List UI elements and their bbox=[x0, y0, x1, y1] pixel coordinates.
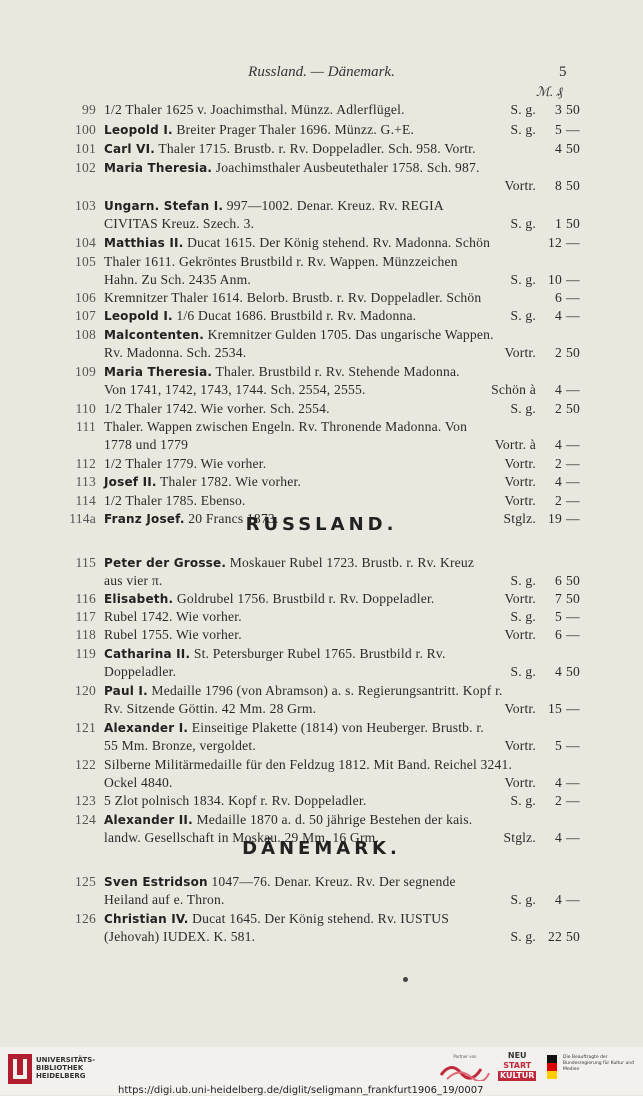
lot-condition: S. g. bbox=[510, 664, 536, 679]
lot-number: 126 bbox=[75, 911, 96, 926]
lot-number: 106 bbox=[75, 290, 96, 305]
section-title-daenemark: DÄNEMARK. bbox=[242, 838, 401, 859]
lot-condition: Stglz. bbox=[503, 511, 536, 526]
lot-text: Thaler 1611. Gekröntes Brustbild r. Rv. Wappen. Münzzeichen bbox=[104, 254, 458, 269]
lot-description bbox=[104, 418, 467, 436]
neustart-kultur-logo: NEU START KULTUR bbox=[500, 1051, 535, 1080]
lot-price-mark: 6 bbox=[555, 627, 562, 642]
lot-price-mark: 2 bbox=[555, 793, 562, 808]
lot-price-pfennig: — bbox=[566, 474, 580, 489]
lot-text: 1/6 Ducat 1686. Brustbild r. Rv. Madonna. bbox=[172, 308, 417, 323]
lot-ruler: Sven Estridson bbox=[104, 875, 208, 889]
catalog-line bbox=[62, 554, 574, 572]
lot-number: 109 bbox=[75, 364, 96, 379]
lot-price-mark: 15 bbox=[548, 701, 562, 716]
lot-price-pfennig: — bbox=[566, 793, 580, 808]
lot-number: 113 bbox=[75, 474, 96, 489]
lot-number: 102 bbox=[75, 160, 96, 175]
lot-price-mark: 5 bbox=[555, 609, 562, 624]
catalog-line bbox=[62, 234, 580, 252]
lot-ruler: Maria Theresia. bbox=[104, 365, 213, 379]
lot-description bbox=[104, 811, 472, 829]
lot-condition: S. g. bbox=[510, 573, 536, 588]
lot-ruler: Matthias II. bbox=[104, 236, 184, 250]
lot-price-mark: 22 bbox=[548, 929, 562, 944]
lot-text: Ducat 1615. Der König stehend. Rv. Madonna. Schön bbox=[183, 235, 491, 250]
lot-price-pfennig: — bbox=[566, 830, 580, 845]
lot-text: 1778 und 1779 bbox=[104, 437, 189, 452]
lot-price-pfennig: 50 bbox=[566, 401, 580, 416]
lot-number: 105 bbox=[75, 254, 96, 269]
catalog-line bbox=[62, 910, 574, 928]
lot-ruler: Elisabeth. bbox=[104, 592, 174, 606]
lot-condition: S. g. bbox=[510, 102, 536, 117]
lot-condition: S. g. bbox=[510, 308, 536, 323]
lot-description bbox=[104, 215, 254, 233]
section-title-russland: RUSSLAND. bbox=[245, 514, 398, 535]
lot-description bbox=[104, 121, 414, 139]
lot-price-mark: 2 bbox=[555, 493, 562, 508]
lot-price-pfennig: 50 bbox=[566, 216, 580, 231]
lot-description bbox=[104, 271, 251, 289]
catalog-line bbox=[62, 215, 580, 233]
lot-condition: Vortr. bbox=[504, 456, 536, 471]
lot-number: 115 bbox=[75, 555, 96, 570]
lot-ruler: Leopold I. bbox=[104, 309, 173, 323]
catalog-line bbox=[62, 140, 580, 158]
lot-text: 1/2 Thaler 1625 v. Joachimsthal. Münzz. Adlerflügel. bbox=[104, 102, 405, 117]
lot-price-mark: 6 bbox=[555, 290, 562, 305]
lot-price-mark: 3 bbox=[555, 102, 562, 117]
lot-price-pfennig: — bbox=[566, 627, 580, 642]
lot-condition: S. g. bbox=[510, 929, 536, 944]
university-library-name: UNIVERSITÄTS- BIBLIOTHEK HEIDELBERG bbox=[36, 1056, 96, 1080]
lot-description bbox=[104, 891, 225, 909]
catalog-line bbox=[62, 737, 580, 755]
catalog-line bbox=[62, 719, 574, 737]
lot-price-mark: 7 bbox=[555, 591, 562, 606]
lot-description bbox=[104, 910, 449, 928]
catalog-line bbox=[62, 792, 580, 810]
lot-description bbox=[104, 792, 366, 810]
lot-condition: S. g. bbox=[510, 793, 536, 808]
catalog-line bbox=[62, 891, 580, 909]
lot-price-mark: 4 bbox=[555, 474, 562, 489]
lot-text: 997—1002. Denar. Kreuz. Rv. REGIA bbox=[223, 198, 444, 213]
catalog-line bbox=[62, 473, 580, 491]
lot-text: Kremnitzer Gulden 1705. Das ungarische Wappen. bbox=[204, 327, 494, 342]
lot-condition: Vortr. bbox=[504, 775, 536, 790]
lot-text: 55 Mm. Bronze, vergoldet. bbox=[104, 738, 256, 753]
ink-speck bbox=[403, 977, 408, 982]
lot-number: 124 bbox=[75, 812, 96, 827]
lot-description bbox=[104, 572, 163, 590]
lot-number: 121 bbox=[75, 720, 96, 735]
lot-text: Rv. Madonna. Sch. 2534. bbox=[104, 345, 247, 360]
lot-ruler: Catharina II. bbox=[104, 647, 191, 661]
lot-description bbox=[104, 873, 456, 891]
lot-price-mark: 4 bbox=[555, 141, 562, 156]
lot-description bbox=[104, 682, 503, 700]
lot-description bbox=[104, 436, 188, 454]
lot-text: Ockel 4840. bbox=[104, 775, 173, 790]
lot-ruler: Malcontenten. bbox=[104, 328, 205, 342]
lot-number: 101 bbox=[75, 141, 96, 156]
catalog-line bbox=[62, 811, 574, 829]
lot-price-pfennig: — bbox=[566, 437, 580, 452]
catalog-line bbox=[62, 400, 580, 418]
partner-label: Partner von bbox=[453, 1054, 477, 1059]
lot-condition: S. g. bbox=[510, 122, 536, 137]
lot-text: Heiland auf e. Thron. bbox=[104, 892, 225, 907]
lot-condition: S. g. bbox=[510, 272, 536, 287]
lot-price-mark: 2 bbox=[555, 456, 562, 471]
lot-price-mark: 4 bbox=[555, 892, 562, 907]
lot-text: Thaler 1715. Brustb. r. Rv. Doppeladler. Sch. 958. Vortr. bbox=[155, 141, 476, 156]
lot-price-pfennig: — bbox=[566, 290, 580, 305]
lot-ruler: Josef II. bbox=[104, 475, 157, 489]
lot-price-mark: 4 bbox=[555, 308, 562, 323]
lot-text: Medaille 1870 a. d. 50 jährige Bestehen der kais. bbox=[192, 812, 473, 827]
lot-price-pfennig: 50 bbox=[566, 929, 580, 944]
page-number: 5 bbox=[559, 64, 567, 80]
lot-text: Thaler. Wappen zwischen Engeln. Rv. Thronende Madonna. Von bbox=[104, 419, 468, 434]
lot-number: 100 bbox=[75, 122, 96, 137]
lot-price-pfennig: — bbox=[566, 738, 580, 753]
lot-text: 20 Francs 1873. bbox=[184, 511, 279, 526]
catalog-line bbox=[62, 381, 580, 399]
lot-price-mark: 4 bbox=[555, 437, 562, 452]
catalog-line bbox=[62, 492, 580, 510]
catalog-line bbox=[62, 177, 580, 195]
lot-condition: Vortr. bbox=[504, 701, 536, 716]
lot-price-pfennig: — bbox=[566, 892, 580, 907]
lot-price-mark: 5 bbox=[555, 738, 562, 753]
catalog-line bbox=[62, 159, 574, 177]
lot-ruler: Maria Theresia. bbox=[104, 161, 213, 175]
lot-price-mark: 1 bbox=[555, 216, 562, 231]
lot-description bbox=[104, 363, 460, 381]
lot-text: CIVITAS Kreuz. Szech. 3. bbox=[104, 216, 255, 231]
lot-description bbox=[104, 159, 480, 177]
lot-number: 114 bbox=[75, 493, 96, 508]
lot-text: Rubel 1755. Wie vorher. bbox=[104, 627, 242, 642]
lot-price-mark: 4 bbox=[555, 382, 562, 397]
lot-number: 117 bbox=[75, 609, 96, 624]
currency-header: ℳ. ₰ bbox=[536, 84, 563, 99]
catalog-line bbox=[62, 873, 574, 891]
lot-number: 104 bbox=[75, 235, 96, 250]
lot-number: 110 bbox=[75, 401, 96, 416]
lot-text: Medaille 1796 (von Abramson) a. s. Regierungsantritt. Kopf r. bbox=[147, 683, 503, 698]
lot-text: Rubel 1742. Wie vorher. bbox=[104, 609, 242, 624]
lot-text: Goldrubel 1756. Brustbild r. Rv. Doppeladler. bbox=[173, 591, 435, 606]
lot-condition: Vortr. bbox=[504, 178, 536, 193]
lot-number: 99 bbox=[82, 102, 96, 117]
catalog-line bbox=[62, 344, 580, 362]
lot-price-pfennig: — bbox=[566, 308, 580, 323]
university-library-logo-icon[interactable] bbox=[8, 1054, 32, 1084]
lot-price-mark: 4 bbox=[555, 664, 562, 679]
lot-description bbox=[104, 400, 330, 418]
lot-description bbox=[104, 554, 474, 572]
lot-price-mark: 2 bbox=[555, 401, 562, 416]
lot-price-pfennig: — bbox=[566, 493, 580, 508]
lot-description bbox=[104, 473, 301, 491]
lot-number: 108 bbox=[75, 327, 96, 342]
lot-description bbox=[104, 756, 512, 774]
lot-description bbox=[104, 326, 494, 344]
lot-price-pfennig: 50 bbox=[566, 664, 580, 679]
catalog-line bbox=[62, 101, 580, 119]
lot-price-pfennig: 50 bbox=[566, 345, 580, 360]
lot-description bbox=[104, 289, 481, 307]
catalog-line bbox=[62, 121, 580, 139]
catalog-line bbox=[62, 289, 580, 307]
lot-condition: S. g. bbox=[510, 609, 536, 624]
lot-text: 1/2 Thaler 1742. Wie vorher. Sch. 2554. bbox=[104, 401, 330, 416]
lot-text: Rv. Sitzende Göttin. 42 Mm. 28 Grm. bbox=[104, 701, 317, 716]
lot-description bbox=[104, 197, 444, 215]
lot-price-pfennig: — bbox=[566, 235, 580, 250]
lot-price-pfennig: — bbox=[566, 511, 580, 526]
lot-text: (Jehovah) IUDEX. K. 581. bbox=[104, 929, 256, 944]
lot-text: Ducat 1645. Der König stehend. Rv. IUSTUS bbox=[188, 911, 450, 926]
lot-ruler: Paul I. bbox=[104, 684, 148, 698]
catalog-line bbox=[62, 197, 574, 215]
catalog-line bbox=[62, 326, 574, 344]
lot-ruler: Alexander I. bbox=[104, 721, 189, 735]
catalog-line bbox=[62, 608, 580, 626]
lot-ruler: Leopold I. bbox=[104, 123, 173, 137]
lot-condition: Vortr. bbox=[504, 474, 536, 489]
lot-number: 116 bbox=[75, 591, 96, 606]
lot-text: Von 1741, 1742, 1743, 1744. Sch. 2554, 2555. bbox=[104, 382, 366, 397]
lot-number: 123 bbox=[75, 793, 96, 808]
partner-wave-icon bbox=[437, 1059, 493, 1081]
lot-text: 1/2 Thaler 1779. Wie vorher. bbox=[104, 456, 267, 471]
lot-text: Thaler. Brustbild r. Rv. Stehende Madonna. bbox=[212, 364, 460, 379]
lot-price-mark: 12 bbox=[548, 235, 562, 250]
lot-price-mark: 19 bbox=[548, 511, 562, 526]
lot-description bbox=[104, 140, 476, 158]
lot-text: St. Petersburger Rubel 1765. Brustbild r. Rv. bbox=[190, 646, 446, 661]
lot-number: 114a bbox=[69, 511, 96, 526]
lot-text: Doppeladler. bbox=[104, 664, 177, 679]
catalog-line bbox=[62, 271, 580, 289]
catalog-line bbox=[62, 928, 580, 946]
catalog-line bbox=[62, 253, 574, 271]
lot-number: 125 bbox=[75, 874, 96, 889]
lot-description bbox=[104, 700, 316, 718]
catalog-line bbox=[62, 700, 580, 718]
lot-text: aus vier π. bbox=[104, 573, 163, 588]
catalog-line bbox=[62, 682, 574, 700]
lot-number: 107 bbox=[75, 308, 96, 323]
lot-text: Moskauer Rubel 1723. Brustb. r. Rv. Kreuz bbox=[226, 555, 475, 570]
lot-text: landw. Gesellschaft in Moskau. 29 Mm. 16 Grm. bbox=[104, 830, 380, 845]
lot-description bbox=[104, 307, 416, 325]
german-flag-icon bbox=[547, 1055, 557, 1079]
bund-label: Die Beauftragte der Bundesregierung für Kultur und Medien bbox=[563, 1055, 635, 1072]
lot-condition: S. g. bbox=[510, 216, 536, 231]
lot-description bbox=[104, 928, 255, 946]
lot-description bbox=[104, 492, 246, 510]
lot-description bbox=[104, 101, 405, 119]
lot-description bbox=[104, 253, 458, 271]
lot-price-mark: 8 bbox=[555, 178, 562, 193]
lot-price-mark: 4 bbox=[555, 830, 562, 845]
catalog-line bbox=[62, 436, 580, 454]
lot-price-pfennig: — bbox=[566, 609, 580, 624]
lot-description bbox=[104, 590, 435, 608]
lot-description bbox=[104, 455, 266, 473]
catalog-line bbox=[62, 756, 574, 774]
lot-text: Silberne Militärmedaille für den Feldzug 1812. Mit Band. Reichel 3241. bbox=[104, 757, 513, 772]
lot-price-pfennig: — bbox=[566, 382, 580, 397]
lot-text: Hahn. Zu Sch. 2435 Anm. bbox=[104, 272, 251, 287]
lot-description bbox=[104, 626, 242, 644]
lot-description bbox=[104, 234, 490, 252]
lot-number: 120 bbox=[75, 683, 96, 698]
lot-price-mark: 6 bbox=[555, 573, 562, 588]
lot-condition: Schön à bbox=[491, 382, 536, 397]
lot-ruler: Christian IV. bbox=[104, 912, 189, 926]
lot-number: 118 bbox=[75, 627, 96, 642]
lot-text: 1047—76. Denar. Kreuz. Rv. Der segnende bbox=[207, 874, 456, 889]
lot-description bbox=[104, 737, 256, 755]
lot-price-pfennig: — bbox=[566, 775, 580, 790]
lot-condition: Vortr. bbox=[504, 591, 536, 606]
lot-condition: Vortr. bbox=[504, 345, 536, 360]
lot-condition: S. g. bbox=[510, 892, 536, 907]
lot-description bbox=[104, 645, 446, 663]
lot-text: 1/2 Thaler 1785. Ebenso. bbox=[104, 493, 246, 508]
catalog-line bbox=[62, 774, 580, 792]
lot-condition: Vortr. bbox=[504, 627, 536, 642]
lot-condition: Vortr. à bbox=[494, 437, 536, 452]
page-header-title: Russland. — Dänemark. bbox=[248, 64, 395, 80]
partner-logo bbox=[437, 1054, 493, 1084]
lot-number: 122 bbox=[75, 757, 96, 772]
catalog-line bbox=[62, 626, 580, 644]
lot-price-pfennig: — bbox=[566, 272, 580, 287]
lot-number: 111 bbox=[76, 419, 96, 434]
catalog-line bbox=[62, 307, 580, 325]
lot-price-pfennig: 50 bbox=[566, 102, 580, 117]
lot-text: Kremnitzer Thaler 1614. Belorb. Brustb. r. Rv. Doppeladler. Schön bbox=[104, 290, 482, 305]
lot-number: 119 bbox=[75, 646, 96, 661]
lot-description bbox=[104, 608, 242, 626]
catalog-line bbox=[62, 572, 580, 590]
lot-condition: Vortr. bbox=[504, 738, 536, 753]
lot-price-pfennig: 50 bbox=[566, 573, 580, 588]
lot-price-mark: 4 bbox=[555, 775, 562, 790]
lot-number: 103 bbox=[75, 198, 96, 213]
lot-condition: Vortr. bbox=[504, 493, 536, 508]
lot-text: Joachimsthaler Ausbeutethaler 1758. Sch. 987. bbox=[212, 160, 480, 175]
lot-price-mark: 2 bbox=[555, 345, 562, 360]
lot-price-pfennig: 50 bbox=[566, 591, 580, 606]
lot-ruler: Carl VI. bbox=[104, 142, 156, 156]
lot-price-pfennig: — bbox=[566, 456, 580, 471]
source-url-link[interactable]: https://digi.ub.uni-heidelberg.de/diglit/seligmann_frankfurt1906_19/0007 bbox=[118, 1085, 484, 1096]
catalog-line bbox=[62, 663, 580, 681]
lot-ruler: Ungarn. Stefan I. bbox=[104, 199, 224, 213]
lot-price-pfennig: 50 bbox=[566, 178, 580, 193]
catalog-line bbox=[62, 418, 574, 436]
lot-text: Breiter Prager Thaler 1696. Münzz. G.+E. bbox=[172, 122, 415, 137]
lot-text: Einseitige Plakette (1814) von Heuberger. Brustb. r. bbox=[188, 720, 484, 735]
catalog-line bbox=[62, 363, 574, 381]
lot-price-pfennig: — bbox=[566, 701, 580, 716]
catalog-line bbox=[62, 590, 580, 608]
lot-price-pfennig: — bbox=[566, 122, 580, 137]
catalog-line bbox=[62, 455, 580, 473]
lot-description bbox=[104, 719, 484, 737]
lot-description bbox=[104, 663, 176, 681]
lot-description bbox=[104, 381, 366, 399]
lot-ruler: Alexander II. bbox=[104, 813, 193, 827]
lot-text: 5 Zlot polnisch 1834. Kopf r. Rv. Doppeladler. bbox=[104, 793, 367, 808]
lot-price-mark: 5 bbox=[555, 122, 562, 137]
catalog-line bbox=[62, 645, 574, 663]
lot-price-pfennig: 50 bbox=[566, 141, 580, 156]
lot-number: 112 bbox=[75, 456, 96, 471]
lot-condition: Stglz. bbox=[503, 830, 536, 845]
lot-condition: S. g. bbox=[510, 401, 536, 416]
lot-price-mark: 10 bbox=[548, 272, 562, 287]
lot-ruler: Peter der Grosse. bbox=[104, 556, 227, 570]
lot-ruler: Franz Josef. bbox=[104, 512, 185, 526]
lot-text: Thaler 1782. Wie vorher. bbox=[156, 474, 302, 489]
lot-description bbox=[104, 344, 246, 362]
lot-description bbox=[104, 774, 173, 792]
